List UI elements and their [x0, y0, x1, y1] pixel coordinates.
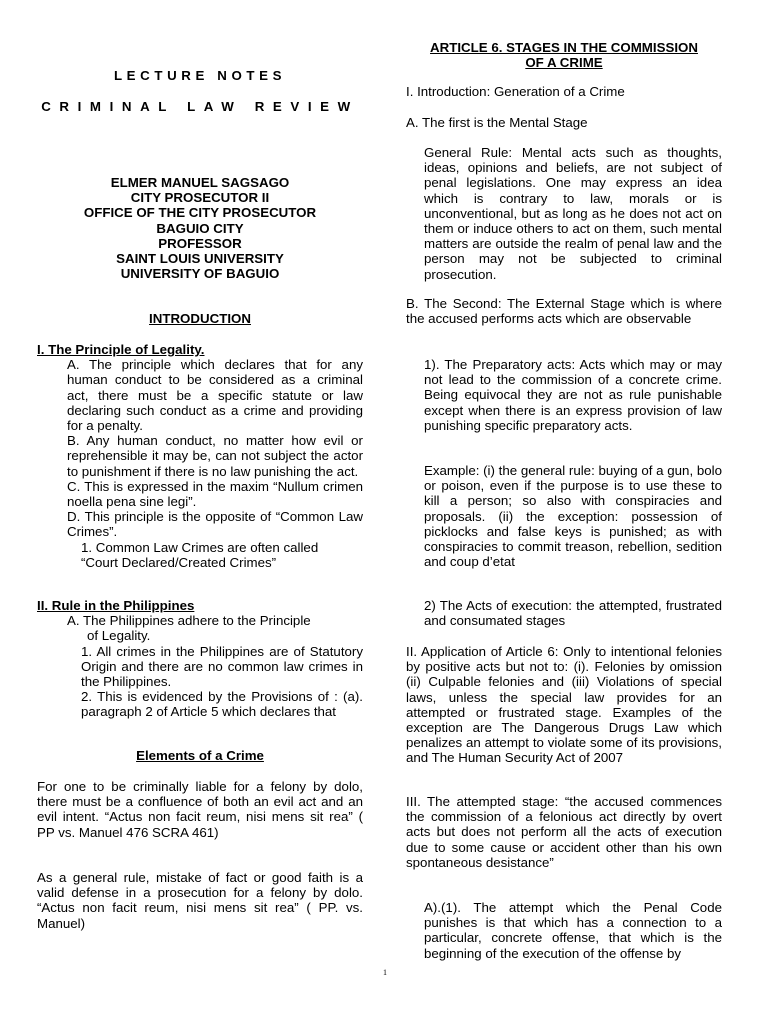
article-6-title — [406, 40, 722, 70]
paragraph: 1. Common Law Crimes are often called — [81, 539, 319, 555]
paragraph: II. Application of Article 6: Only to intentional felonies by positive acts but not to: (i). Felonies by omission (ii) Culpable felonies and (iii) Violations of special laws, unless the special law provides for an attempted or frustrated stage. Examples of the exception are The Dangerous Drugs Law which penalizes an attempt to violate some of its provisions, and The Human Security Act of 2007 — [406, 644, 722, 766]
author-line: SAINT LOUIS UNIVERSITY — [116, 251, 284, 267]
author-line: BAGUIO CITY — [156, 220, 244, 236]
paragraph: D. This principle is the opposite of “Common Law Crimes”. — [67, 509, 363, 540]
paragraph: III. The attempted stage: “the accused commences the commission of a felonious act directly by overt acts but does not perform all the acts of execution due to some cause or accident other than his own spontaneous desistance” — [406, 794, 722, 870]
paragraph: As a general rule, mistake of fact or good faith is a valid defense in a prosecution for a felony by dolo. “Actus non facit reum, nisi mens sit rea” ( PP. vs. Manuel) — [37, 870, 363, 931]
paragraph: 1. All crimes in the Philippines are of Statutory Origin and there are no common law crimes in the Philippines. — [81, 643, 363, 690]
section-heading: I. The Principle of Legality. — [37, 342, 205, 357]
paragraph: 1). The Preparatory acts: Acts which may or may not lead to the commission of a concrete crime. Being equivocal they are not as rule punishable except when there is an express provision of law punishing specific preparatory acts. — [424, 357, 722, 433]
author-line: PROFESSOR — [158, 235, 242, 251]
paragraph: B. Any human conduct, no matter how evil or reprehensible it may be, can not subject the actor to punishment if there is no law punishing the act. — [67, 433, 363, 479]
section-rule-in-philippines — [37, 598, 363, 720]
paragraph: C. This is expressed in the maxim “Nullum crimen noella pena sine legi”. — [67, 478, 363, 510]
paragraph: “Court Declared/Created Crimes” — [81, 554, 277, 570]
paragraph: 2) The Acts of execution: the attempted, frustrated and consumated stages — [424, 598, 722, 629]
paragraph: General Rule: Mental acts such as thoughts, ideas, opinions and beliefs, are not subject of penal legislations. One may express an idea which is contrary to law, morals or is unconventional, but as long as he does not act on them or induce others to act on them, such mental matters are outside the realm of penal law and the person may not be subjected to criminal prosecution. — [424, 145, 722, 282]
paragraph: A).(1). The attempt which the Penal Code punishes is that which has a connection to a particular, concrete offense, that which is the beginning of the execution of the offense by — [424, 900, 722, 961]
elements-of-crime-heading: Elements of a Crime — [136, 748, 264, 763]
page-number: 1 — [383, 968, 387, 977]
author-line: ELMER MANUEL SAGSAGO — [110, 175, 290, 190]
article-title-line: OF A CRIME — [525, 55, 603, 71]
paragraph: 2. This is evidenced by the Provisions of : (a). paragraph 2 of Article 5 which declares that — [81, 689, 363, 720]
paragraph: I. Introduction: Generation of a Crime — [406, 84, 625, 99]
author-line: CITY PROSECUTOR II — [130, 190, 270, 206]
paragraph: of Legality. — [87, 628, 151, 644]
title-lecture-notes: LECTURE NOTES — [113, 68, 287, 83]
section-principle-of-legality — [37, 342, 363, 570]
introduction-heading: INTRODUCTION — [149, 311, 251, 326]
author-line: UNIVERSITY OF BAGUIO — [120, 266, 280, 282]
paragraph: B. The Second: The External Stage which is where the accused performs acts which are observable — [406, 296, 722, 327]
author-line: OFFICE OF THE CITY PROSECUTOR — [83, 205, 317, 221]
paragraph: For one to be criminally liable for a felony by dolo, there must be a confluence of both an evil act and an evil intent. “Actus non facit reum, nisi mens sit rea” ( PP vs. Manuel 476 SCRA 461) — [37, 779, 363, 840]
paragraph: A. The first is the Mental Stage — [406, 115, 588, 130]
paragraph: Example: (i) the general rule: buying of a gun, bolo or poison, even if the purpose is to use these to kill a person; so also with conspiracies and proposals. (ii) the exception: possession of picklocks and false keys is punished; as with conspiracies to commit treason, rebellion, sedition and coup d’etat — [424, 463, 722, 570]
section-heading: II. Rule in the Philippines — [37, 598, 195, 613]
paragraph: A. The Philippines adhere to the Principle — [67, 613, 311, 629]
title-criminal-law-review: CRIMINAL LAW REVIEW — [41, 99, 359, 114]
author-block — [37, 175, 363, 281]
article-title-line: ARTICLE 6. STAGES IN THE COMMISSION — [430, 40, 698, 55]
paragraph: A. The principle which declares that for any human conduct to be considered as a criminal act, there must be a specific statute or law declaring such conduct as a crime and providing for a penalty. — [67, 357, 363, 434]
